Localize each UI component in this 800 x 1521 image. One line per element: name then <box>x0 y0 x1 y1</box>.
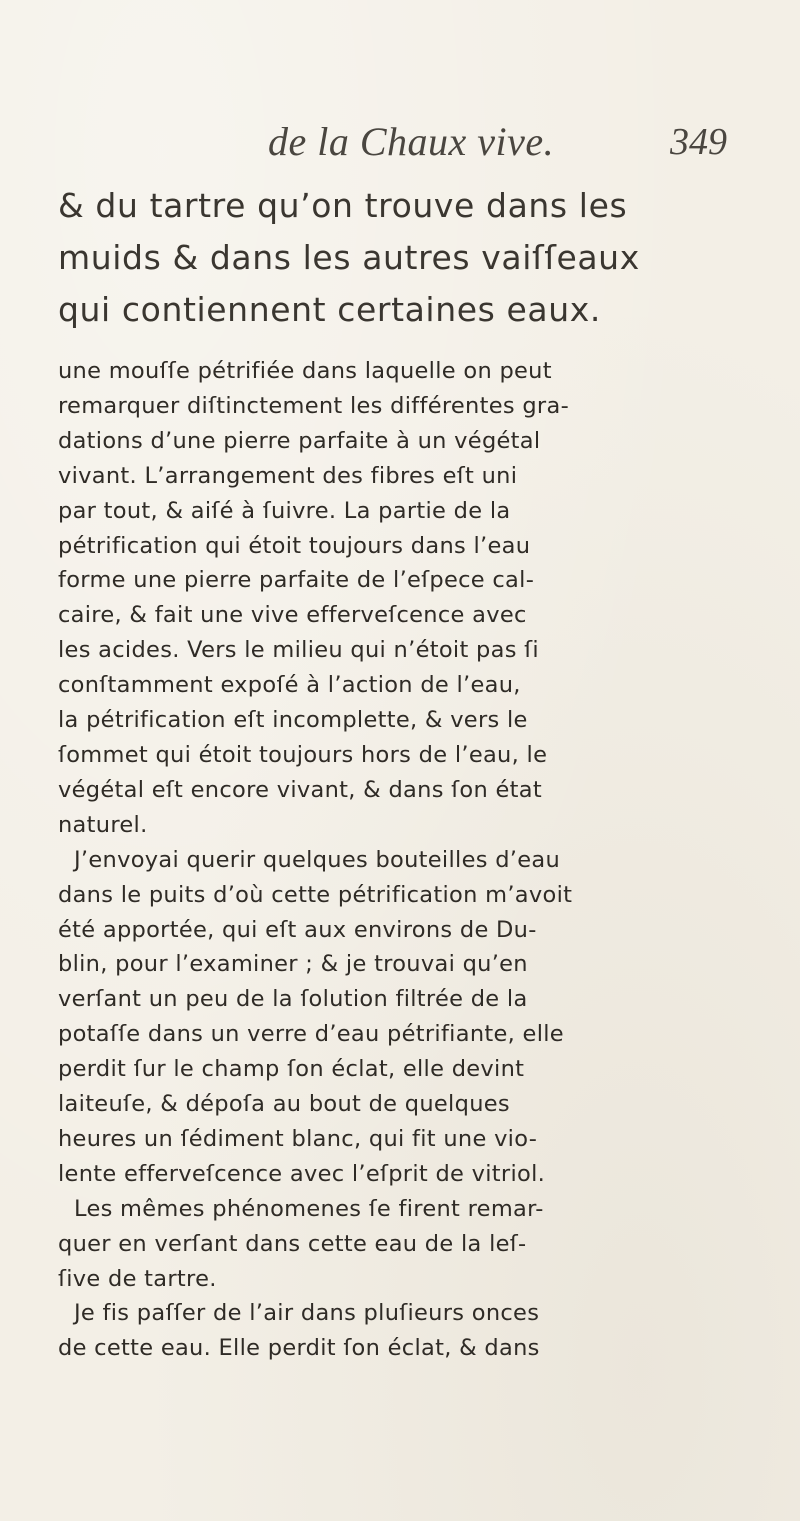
text-line: quer en verſant dans cette eau de la leſ- <box>58 1230 527 1257</box>
text-line: lente efferveſcence avec l’eſprit de vitriol. <box>58 1160 546 1187</box>
text-line: perdit ſur le champ ſon éclat, elle devint <box>58 1056 525 1083</box>
text-line: conſtamment expoſé à l’action de l’eau, <box>58 672 521 699</box>
text-line: remarquer diſtinctement les différentes gra- <box>58 392 569 419</box>
text-line: dans le puits d’où cette pétrification m’avoit <box>58 881 573 908</box>
heading-line: & du tartre qu’on trouve dans les <box>58 186 628 225</box>
text-line: verſant un peu de la ſolution filtrée de la <box>58 986 528 1013</box>
text-line: une mouſſe pétrifiée dans laquelle on peut <box>58 358 552 384</box>
text-line: blin, pour l’examiner ; & je trouvai qu’en <box>58 951 528 978</box>
text-line: les acides. Vers le milieu qui n’étoit pas ſi <box>58 637 539 664</box>
text-line: par tout, & aiſé à ſuivre. La partie de la <box>58 497 511 524</box>
text-line: pétrification qui étoit toujours dans l’eau <box>58 532 531 559</box>
text-line: de cette eau. Elle perdit ſon éclat, & dans <box>58 1335 540 1362</box>
paragraph-start-line: Les mêmes phénomenes ſe firent remar- <box>74 1195 544 1222</box>
text-line: dations d’une pierre parfaite à un végétal <box>58 427 541 454</box>
text-line: forme une pierre parfaite de l’eſpece cal- <box>58 567 535 594</box>
page-number: 349 <box>670 121 727 163</box>
section-heading <box>58 180 758 336</box>
text-line: ſive de tartre. <box>58 1265 217 1292</box>
body-text <box>58 354 768 1366</box>
text-line: naturel. <box>58 811 148 838</box>
text-line: potaſſe dans un verre d’eau pétrifiante, elle <box>58 1021 564 1048</box>
running-head <box>0 118 800 168</box>
text-line: laiteuſe, & dépoſa au bout de quelques <box>58 1091 510 1118</box>
text-line: ſommet qui étoit toujours hors de l’eau, le <box>58 741 548 768</box>
text-line: caire, & fait une vive efferveſcence avec <box>58 602 527 629</box>
text-line: été apportée, qui eſt aux environs de Du- <box>58 916 537 943</box>
paragraph-start-line: J’envoyai querir quelques bouteilles d’eau <box>74 846 561 873</box>
text-line: vivant. L’arrangement des fibres eſt uni <box>58 462 518 489</box>
text-line: végétal eſt encore vivant, & dans ſon état <box>58 776 542 803</box>
text-line: heures un ſédiment blanc, qui fit une vio- <box>58 1125 538 1152</box>
heading-line: muids & dans les autres vaiſſeaux <box>58 238 640 277</box>
text-line: la pétrification eſt incomplette, & vers le <box>58 707 528 734</box>
paragraph-start-line: Je fis paſſer de l’air dans pluſieurs onces <box>74 1300 540 1327</box>
heading-line: qui contiennent certaines eaux. <box>58 290 601 329</box>
running-title: de la Chaux vive. <box>268 119 555 164</box>
